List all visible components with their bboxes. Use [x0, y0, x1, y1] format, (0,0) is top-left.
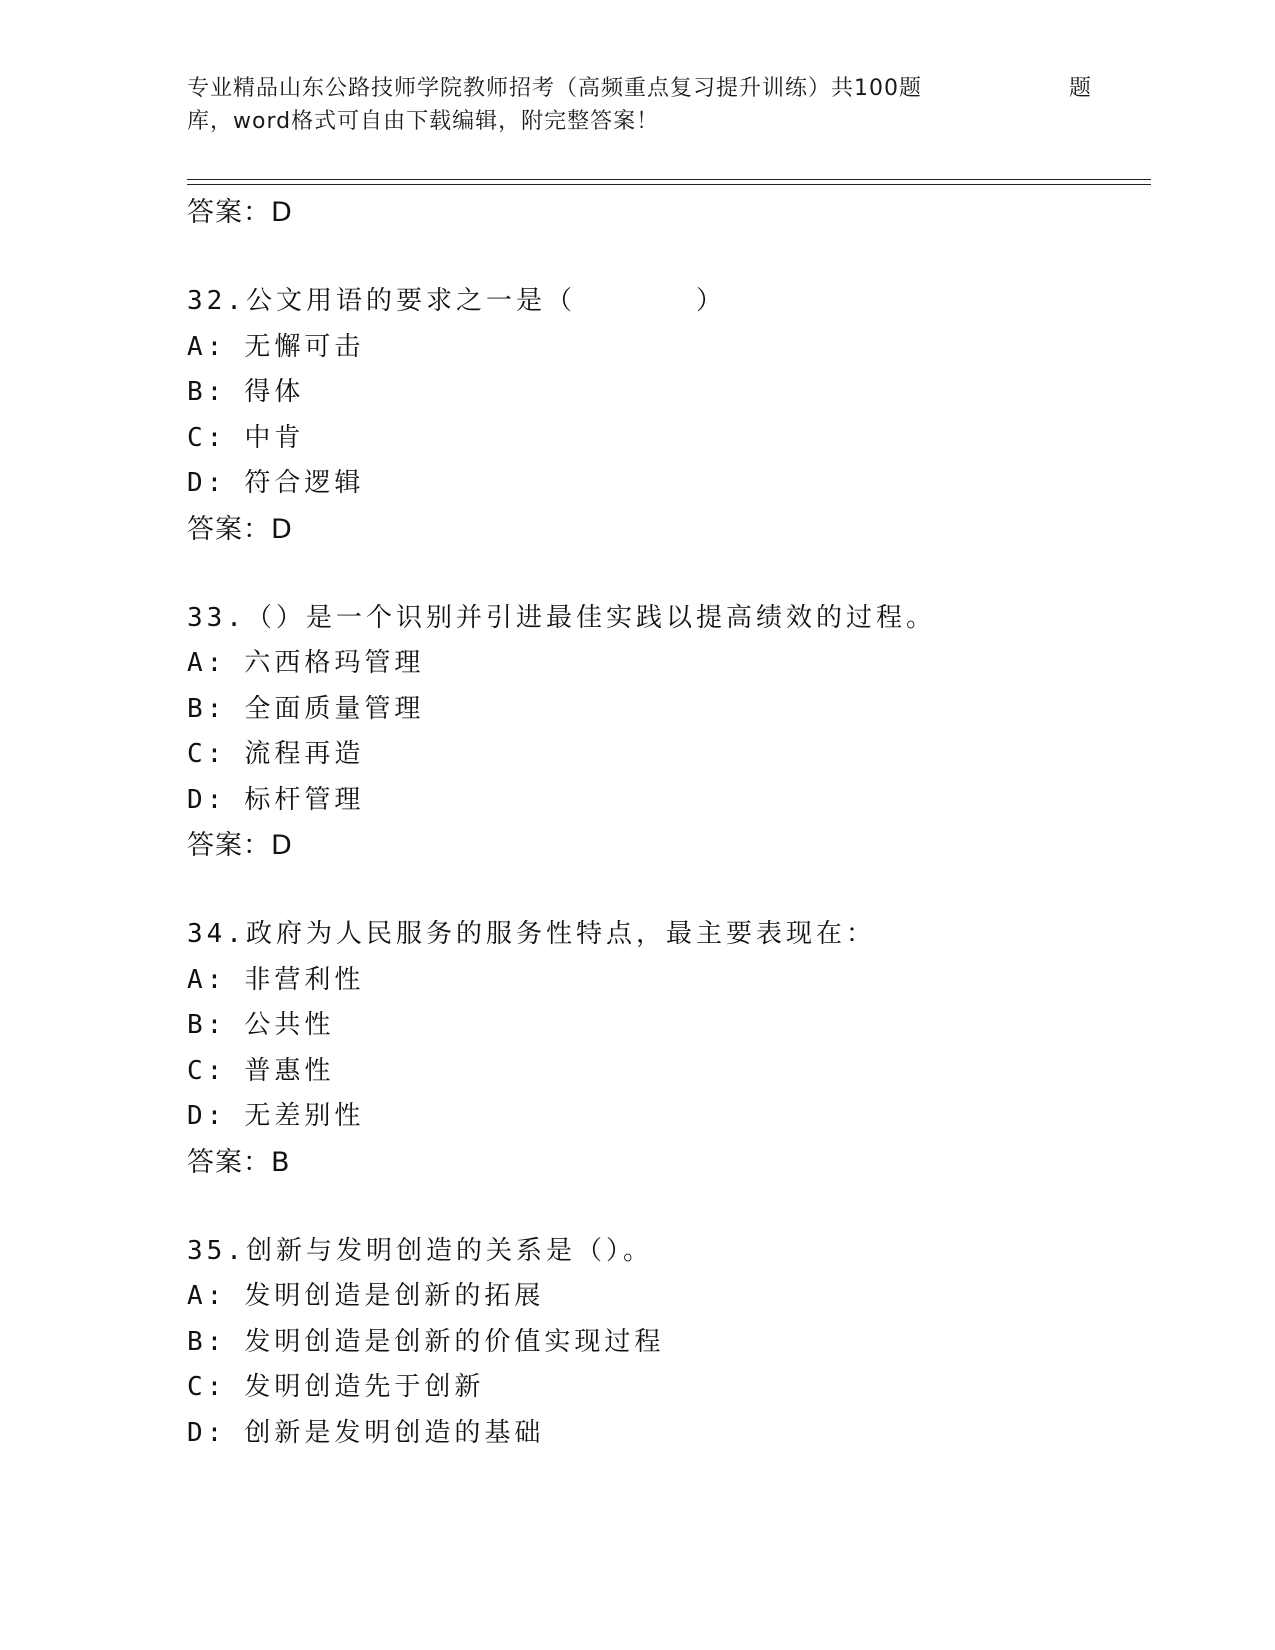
- option-text: 流程再造: [244, 739, 365, 769]
- option-c: [187, 1365, 1147, 1411]
- option-d: [187, 778, 1147, 824]
- option-c: [187, 416, 1147, 462]
- header-divider-bottom: [187, 184, 1151, 185]
- option-letter: B:: [187, 377, 227, 407]
- option-text: 无懈可击: [244, 331, 365, 362]
- spacer: [187, 236, 1147, 279]
- option-text: 全面质量管理: [244, 693, 425, 724]
- option-text: 发明创造先于创新: [244, 1372, 485, 1402]
- question-list: [187, 190, 1147, 1456]
- option-text: 符合逻辑: [244, 468, 365, 498]
- option-b: [187, 1003, 1147, 1049]
- option-letter: D:: [187, 784, 227, 815]
- header-line-1: [187, 72, 1092, 105]
- question-block: [187, 1229, 1147, 1457]
- option-c: [187, 1049, 1147, 1095]
- option-a: [187, 958, 1147, 1004]
- option-a: [187, 641, 1147, 687]
- question-block: [187, 279, 1147, 553]
- option-letter: D:: [187, 468, 227, 498]
- option-b: [187, 1320, 1147, 1366]
- answer-line: 答案：D: [187, 830, 293, 861]
- option-letter: D:: [187, 1417, 227, 1448]
- option-text: 普惠性: [244, 1055, 335, 1086]
- question-text: 32.公文用语的要求之一是（ ）: [187, 286, 726, 316]
- question-text: 34.政府为人民服务的服务性特点，最主要表现在：: [187, 919, 876, 949]
- option-text: 公共性: [244, 1010, 335, 1040]
- header-title: 专业精品山东公路技师学院教师招考（高频重点复习提升训练）共100题: [187, 76, 922, 101]
- option-letter: B:: [187, 693, 227, 724]
- spacer: [187, 1186, 1147, 1229]
- option-a: [187, 1274, 1147, 1320]
- option-letter: C:: [187, 422, 227, 453]
- spacer: [187, 553, 1147, 596]
- option-letter: B:: [187, 1326, 227, 1357]
- spacer: [187, 869, 1147, 912]
- option-text: 中肯: [244, 422, 305, 453]
- option-d: [187, 1094, 1147, 1140]
- header-line-2: 库，word格式可自由下载编辑，附完整答案！: [187, 109, 660, 134]
- option-b: [187, 370, 1147, 416]
- option-text: 发明创造是创新的价值实现过程: [244, 1326, 665, 1357]
- option-text: 非营利性: [244, 964, 365, 995]
- question-block: [187, 912, 1147, 1186]
- option-letter: A:: [187, 331, 227, 362]
- option-text: 得体: [244, 377, 305, 407]
- page-header: [187, 72, 1092, 138]
- question-text: 35.创新与发明创造的关系是（）。: [187, 1235, 653, 1266]
- option-letter: C:: [187, 739, 227, 769]
- question-block: [187, 596, 1147, 870]
- question-text: 33.（）是一个识别并引进最佳实践以提高绩效的过程。: [187, 602, 936, 633]
- option-letter: C:: [187, 1055, 227, 1086]
- option-letter: A:: [187, 964, 227, 995]
- option-c: [187, 732, 1147, 778]
- option-letter: C:: [187, 1372, 227, 1402]
- option-text: 发明创造是创新的拓展: [244, 1281, 545, 1311]
- option-text: 标杆管理: [244, 784, 365, 815]
- option-letter: D:: [187, 1101, 227, 1131]
- answer-line: 答案：B: [187, 1146, 291, 1178]
- option-text: 无差别性: [244, 1101, 365, 1131]
- answer-line: 答案：D: [187, 513, 293, 545]
- answer-line: 答案：D: [187, 197, 293, 228]
- option-letter: B:: [187, 1010, 227, 1040]
- option-letter: A:: [187, 1281, 227, 1311]
- option-b: [187, 687, 1147, 733]
- option-letter: A:: [187, 648, 227, 678]
- header-title-tail: 题: [1068, 76, 1092, 101]
- option-text: 六西格玛管理: [244, 648, 425, 678]
- option-text: 创新是发明创造的基础: [244, 1417, 545, 1448]
- header-divider-top: [187, 179, 1151, 180]
- option-d: [187, 1411, 1147, 1457]
- option-d: [187, 461, 1147, 507]
- option-a: [187, 325, 1147, 371]
